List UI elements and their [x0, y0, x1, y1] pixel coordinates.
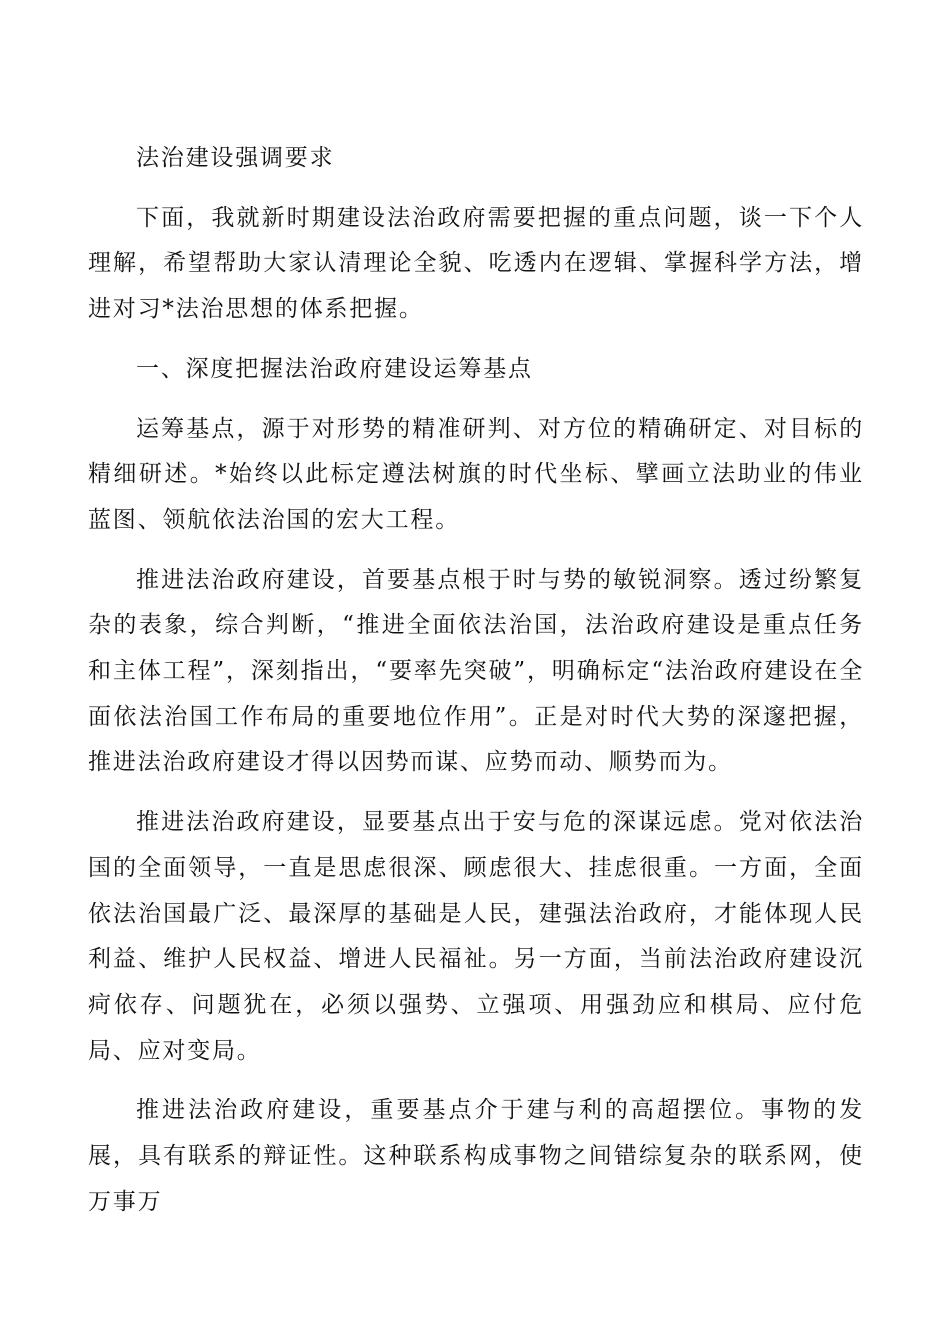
paragraph: 推进法治政府建设，首要基点根于时与势的敏锐洞察。透过纷繁复杂的表象，综合判断，“推进全面依法治国，法治政府建设是重点任务和主体工程”，深刻指出，“要率先突破”，明确标定“法治政府建设在全面依法治国工作布局的重要地位作用”。正是对时代大势的深邃把握，推进法治政府建设才得以因势而谋、应势而动、顺势而为。	[88, 566, 864, 776]
paragraph: 推进法治政府建设，显要基点出于安与危的深谋远虑。党对依法治国的全面领导，一直是思虑很深、顾虑很大、挂虑很重。一方面，全面依法治国最广泛、最深厚的基础是人民，建强法治政府，才能体现人民利益、维护人民权益、增进人民福祉。另一方面，当前法治政府建设沉疴依存、问题犹在，必须以强势、立强项、用强劲应和棋局、应付危局、应对变局。	[88, 809, 864, 1064]
section-heading: 法治建设强调要求	[136, 145, 335, 171]
section-heading: 一、深度把握法治政府建设运筹基点	[136, 355, 533, 382]
paragraph: 运筹基点，源于对形势的精准研判、对方位的精确研定、对目标的精细研述。*始终以此标定遵法树旗的时代坐标、擘画立法助业的伟业蓝图、领航依法治国的宏大工程。	[88, 415, 864, 533]
paragraph: 下面，我就新时期建设法治政府需要把握的重点问题，谈一下个人理解，希望帮助大家认清理论全貌、吃透内在逻辑、掌握科学方法，增进对习*法治思想的体系把握。	[88, 204, 864, 323]
document-body	[88, 136, 864, 1225]
paragraph: 推进法治政府建设，重要基点介于建与利的高超摆位。事物的发展，具有联系的辩证性。这种联系构成事物之间错综复杂的联系网，使万事万	[88, 1097, 864, 1215]
